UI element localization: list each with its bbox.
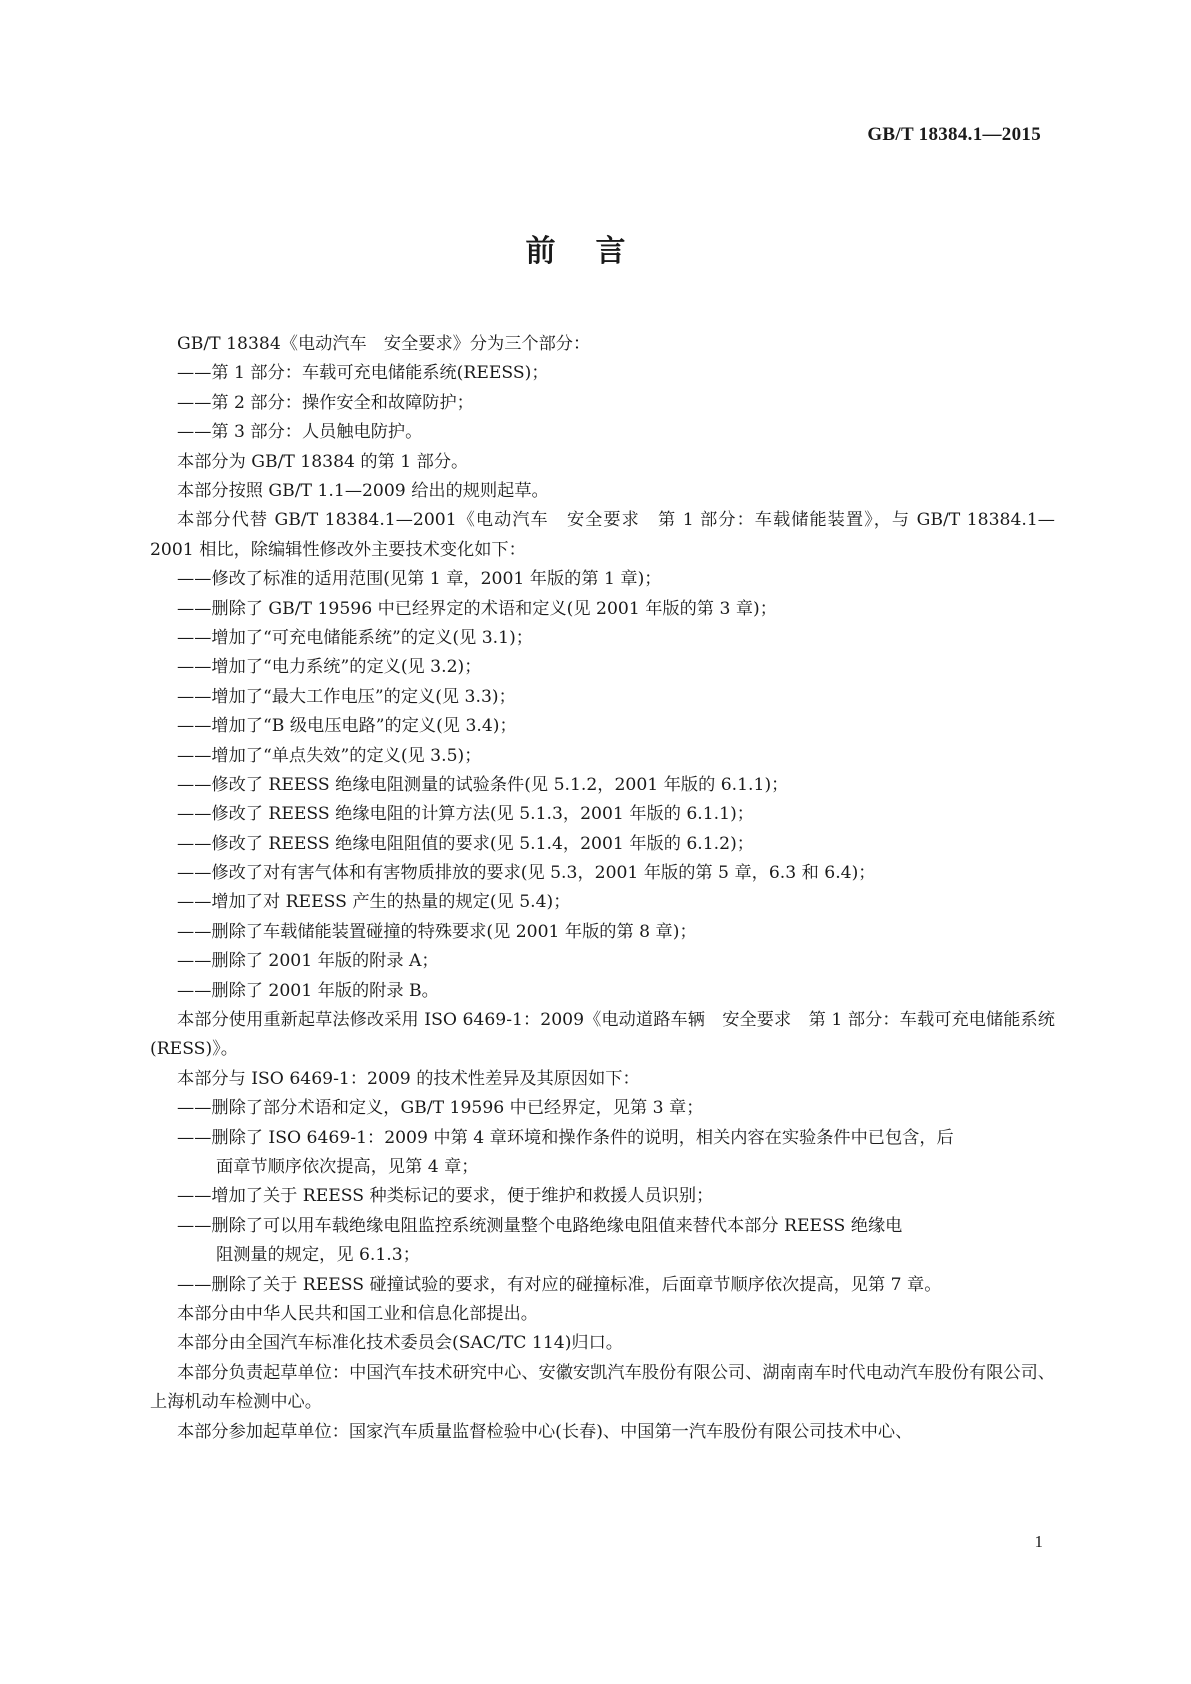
list-item: ——增加了“B 级电压电路”的定义(见 3.4)； (177, 716, 517, 737)
list-item: ——修改了 REESS 绝缘电阻测量的试验条件(见 5.1.2，2001 年版的 6.1.1)； (177, 774, 789, 795)
paragraph: 本部分参加起草单位：国家汽车质量监督检验中心(长春)、中国第一汽车股份有限公司技术中心、 (177, 1421, 913, 1442)
list-item: ——删除了 GB/T 19596 中已经界定的术语和定义(见 2001 年版的第 3 章)； (177, 598, 777, 619)
paragraph: GB/T 18384《电动汽车 安全要求》分为三个部分： (177, 334, 591, 354)
list-item: ——删除了 2001 年版的附录 A； (177, 951, 439, 972)
paragraph: 本部分按照 GB/T 1.1—2009 给出的规则起草。 (177, 480, 549, 501)
list-item: ——删除了部分术语和定义，GB/T 19596 中已经界定，见第 3 章； (177, 1098, 704, 1119)
list-item: ——增加了关于 REESS 种类标记的要求，便于维护和救援人员识别； (177, 1186, 714, 1207)
list-item: ——删除了关于 REESS 碰撞试验的要求，有对应的碰撞标准，后面章节顺序依次提高，见第 7 章。 (177, 1274, 942, 1295)
paragraph: 本部分为 GB/T 18384 的第 1 部分。 (177, 451, 469, 472)
list-item-continuation: 阻测量的规定，见 6.1.3； (216, 1245, 420, 1266)
list-item: ——修改了标准的适用范围(见第 1 章，2001 年版的第 1 章)； (177, 569, 662, 590)
list-item: ——删除了 2001 年版的附录 B。 (177, 980, 439, 1001)
foreword-body (150, 330, 1055, 1447)
list-item: ——增加了“电力系统”的定义(见 3.2)； (177, 657, 482, 678)
paragraph: 本部分负责起草单位：中国汽车技术研究中心、安徽安凯汽车股份有限公司、湖南南车时代电动汽车股份有限公司、上海机动车检测中心。 (150, 1362, 1055, 1413)
list-item: ——增加了“可充电储能系统”的定义(见 3.1)； (177, 627, 533, 648)
list-item: ——修改了 REESS 绝缘电阻的计算方法(见 5.1.3，2001 年版的 6.1.1)； (177, 804, 754, 825)
paragraph: 本部分代替 GB/T 18384.1—2001《电动汽车 安全要求 第 1 部分：车载储能装置》，与 GB/T 18384.1—2001 相比，除编辑性修改外主要技术变化如下： (150, 510, 1055, 560)
list-item: ——第 1 部分：车载可充电储能系统(REESS)； (177, 363, 549, 384)
paragraph: 本部分由中华人民共和国工业和信息化部提出。 (177, 1303, 538, 1324)
paragraph: 本部分由全国汽车标准化技术委员会(SAC/TC 114)归口。 (177, 1333, 623, 1354)
list-item: ——增加了“单点失效”的定义(见 3.5)； (177, 745, 482, 766)
list-item: ——第 2 部分：操作安全和故障防护； (177, 392, 474, 413)
list-item: ——增加了对 REESS 产生的热量的规定(见 5.4)； (177, 892, 571, 913)
paragraph: 本部分使用重新起草法修改采用 ISO 6469-1：2009《电动道路车辆 安全要求 第 1 部分：车载可充电储能系统(RESS)》。 (150, 1010, 1055, 1060)
page-number: 1 (1034, 1532, 1043, 1551)
page-title: 前言 (525, 234, 666, 269)
list-item: ——修改了 REESS 绝缘电阻阻值的要求(见 5.1.4，2001 年版的 6.1.2)； (177, 833, 754, 854)
list-item: ——删除了 ISO 6469-1：2009 中第 4 章环境和操作条件的说明，相关内容在实验条件中已包含，后 (177, 1127, 954, 1148)
standard-code: GB/T 18384.1—2015 (867, 124, 1041, 145)
list-item-continuation: 面章节顺序依次提高，见第 4 章； (216, 1157, 479, 1177)
list-item: ——删除了可以用车载绝缘电阻监控系统测量整个电路绝缘电阻值来替代本部分 REESS 绝缘电 (177, 1215, 903, 1236)
list-item: ——删除了车载储能装置碰撞的特殊要求(见 2001 年版的第 8 章)； (177, 921, 697, 942)
list-item: ——增加了“最大工作电压”的定义(见 3.3)； (177, 686, 516, 707)
paragraph: 本部分与 ISO 6469-1：2009 的技术性差异及其原因如下： (177, 1068, 640, 1089)
list-item: ——修改了对有害气体和有害物质排放的要求(见 5.3，2001 年版的第 5 章，6.3 和 6.4)； (177, 863, 876, 884)
list-item: ——第 3 部分：人员触电防护。 (177, 422, 423, 443)
